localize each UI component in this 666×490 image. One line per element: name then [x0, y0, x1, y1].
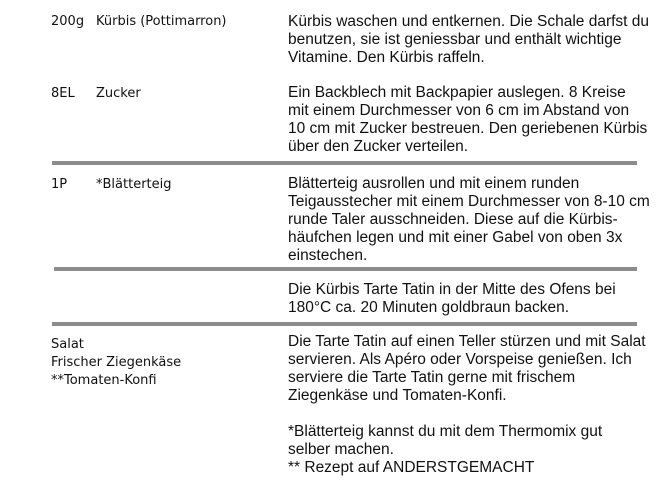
ingredient-name: **Tomaten-Konfi [51, 373, 157, 388]
instruction-step [288, 175, 656, 265]
instruction-line: 180°C ca. 20 Minuten goldbraun backen. [288, 299, 570, 316]
instruction-line: Ziegenkäse und Tomaten-Konfi. [288, 387, 507, 404]
instruction-line: Die Tarte Tatin auf einen Teller stürzen und mit Salat [288, 333, 646, 350]
instruction-line: 10 cm mit Zucker bestreuen. Den geriebenen Kürbis [288, 120, 648, 137]
ingredient-name: Kürbis (Pottimarron) [96, 14, 227, 29]
instruction-step [288, 281, 656, 317]
instruction-line: Die Kürbis Tarte Tatin in der Mitte des Ofens bei [288, 281, 616, 298]
instruction-line: über den Zucker verteilen. [288, 138, 469, 155]
instruction-line: ** Rezept auf ANDERSTGEMACHT [288, 459, 535, 476]
instruction-line: Vitamine. Den Kürbis raffeln. [288, 49, 485, 66]
instruction-line: runde Taler ausschneiden. Diese auf die Kürbis- [288, 211, 618, 228]
section-divider [52, 161, 637, 165]
instruction-step [288, 333, 656, 477]
ingredient-name: Frischer Ziegenkäse [51, 355, 182, 370]
section-divider [54, 267, 637, 271]
instruction-line: einstechen. [288, 247, 368, 264]
ingredient-quantity: 8EL [51, 86, 75, 101]
instruction-line: häufchen legen und mit einer Gabel von oben 3x [288, 229, 623, 246]
instruction-line: selber machen. [288, 441, 394, 458]
instruction-line: Blätterteig ausrollen und mit einem runden [288, 175, 580, 192]
ingredient-name: Zucker [96, 86, 141, 101]
ingredient-quantity: 200g [51, 14, 85, 29]
instruction-line: Teigausstecher mit einem Durchmesser von 8-10 cm [288, 193, 650, 210]
ingredient-name: Salat [51, 337, 84, 352]
instruction-step [288, 84, 656, 156]
instruction-line: servieren. Als Apéro oder Vorspeise genießen. Ich [288, 351, 632, 368]
instruction-line [288, 405, 656, 423]
ingredient-list [51, 336, 181, 390]
section-divider [52, 322, 637, 326]
ingredient-quantity: 1P [51, 177, 68, 192]
instruction-line: Kürbis waschen und entkernen. Die Schale darfst du [288, 13, 650, 30]
instruction-line: Ein Backblech mit Backpapier auslegen. 8 Kreise [288, 84, 626, 101]
instruction-line: *Blätterteig kannst du mit dem Thermomix gut [288, 423, 603, 440]
instruction-step [288, 13, 656, 67]
ingredient-name: *Blätterteig [96, 177, 172, 192]
instruction-line: mit einem Durchmesser von 6 cm im Abstand von [288, 102, 630, 119]
instruction-line: benutzen, sie ist geniessbar und enthält wichtige [288, 31, 622, 48]
instruction-line: serviere die Tarte Tatin gerne mit frischem [288, 369, 576, 386]
